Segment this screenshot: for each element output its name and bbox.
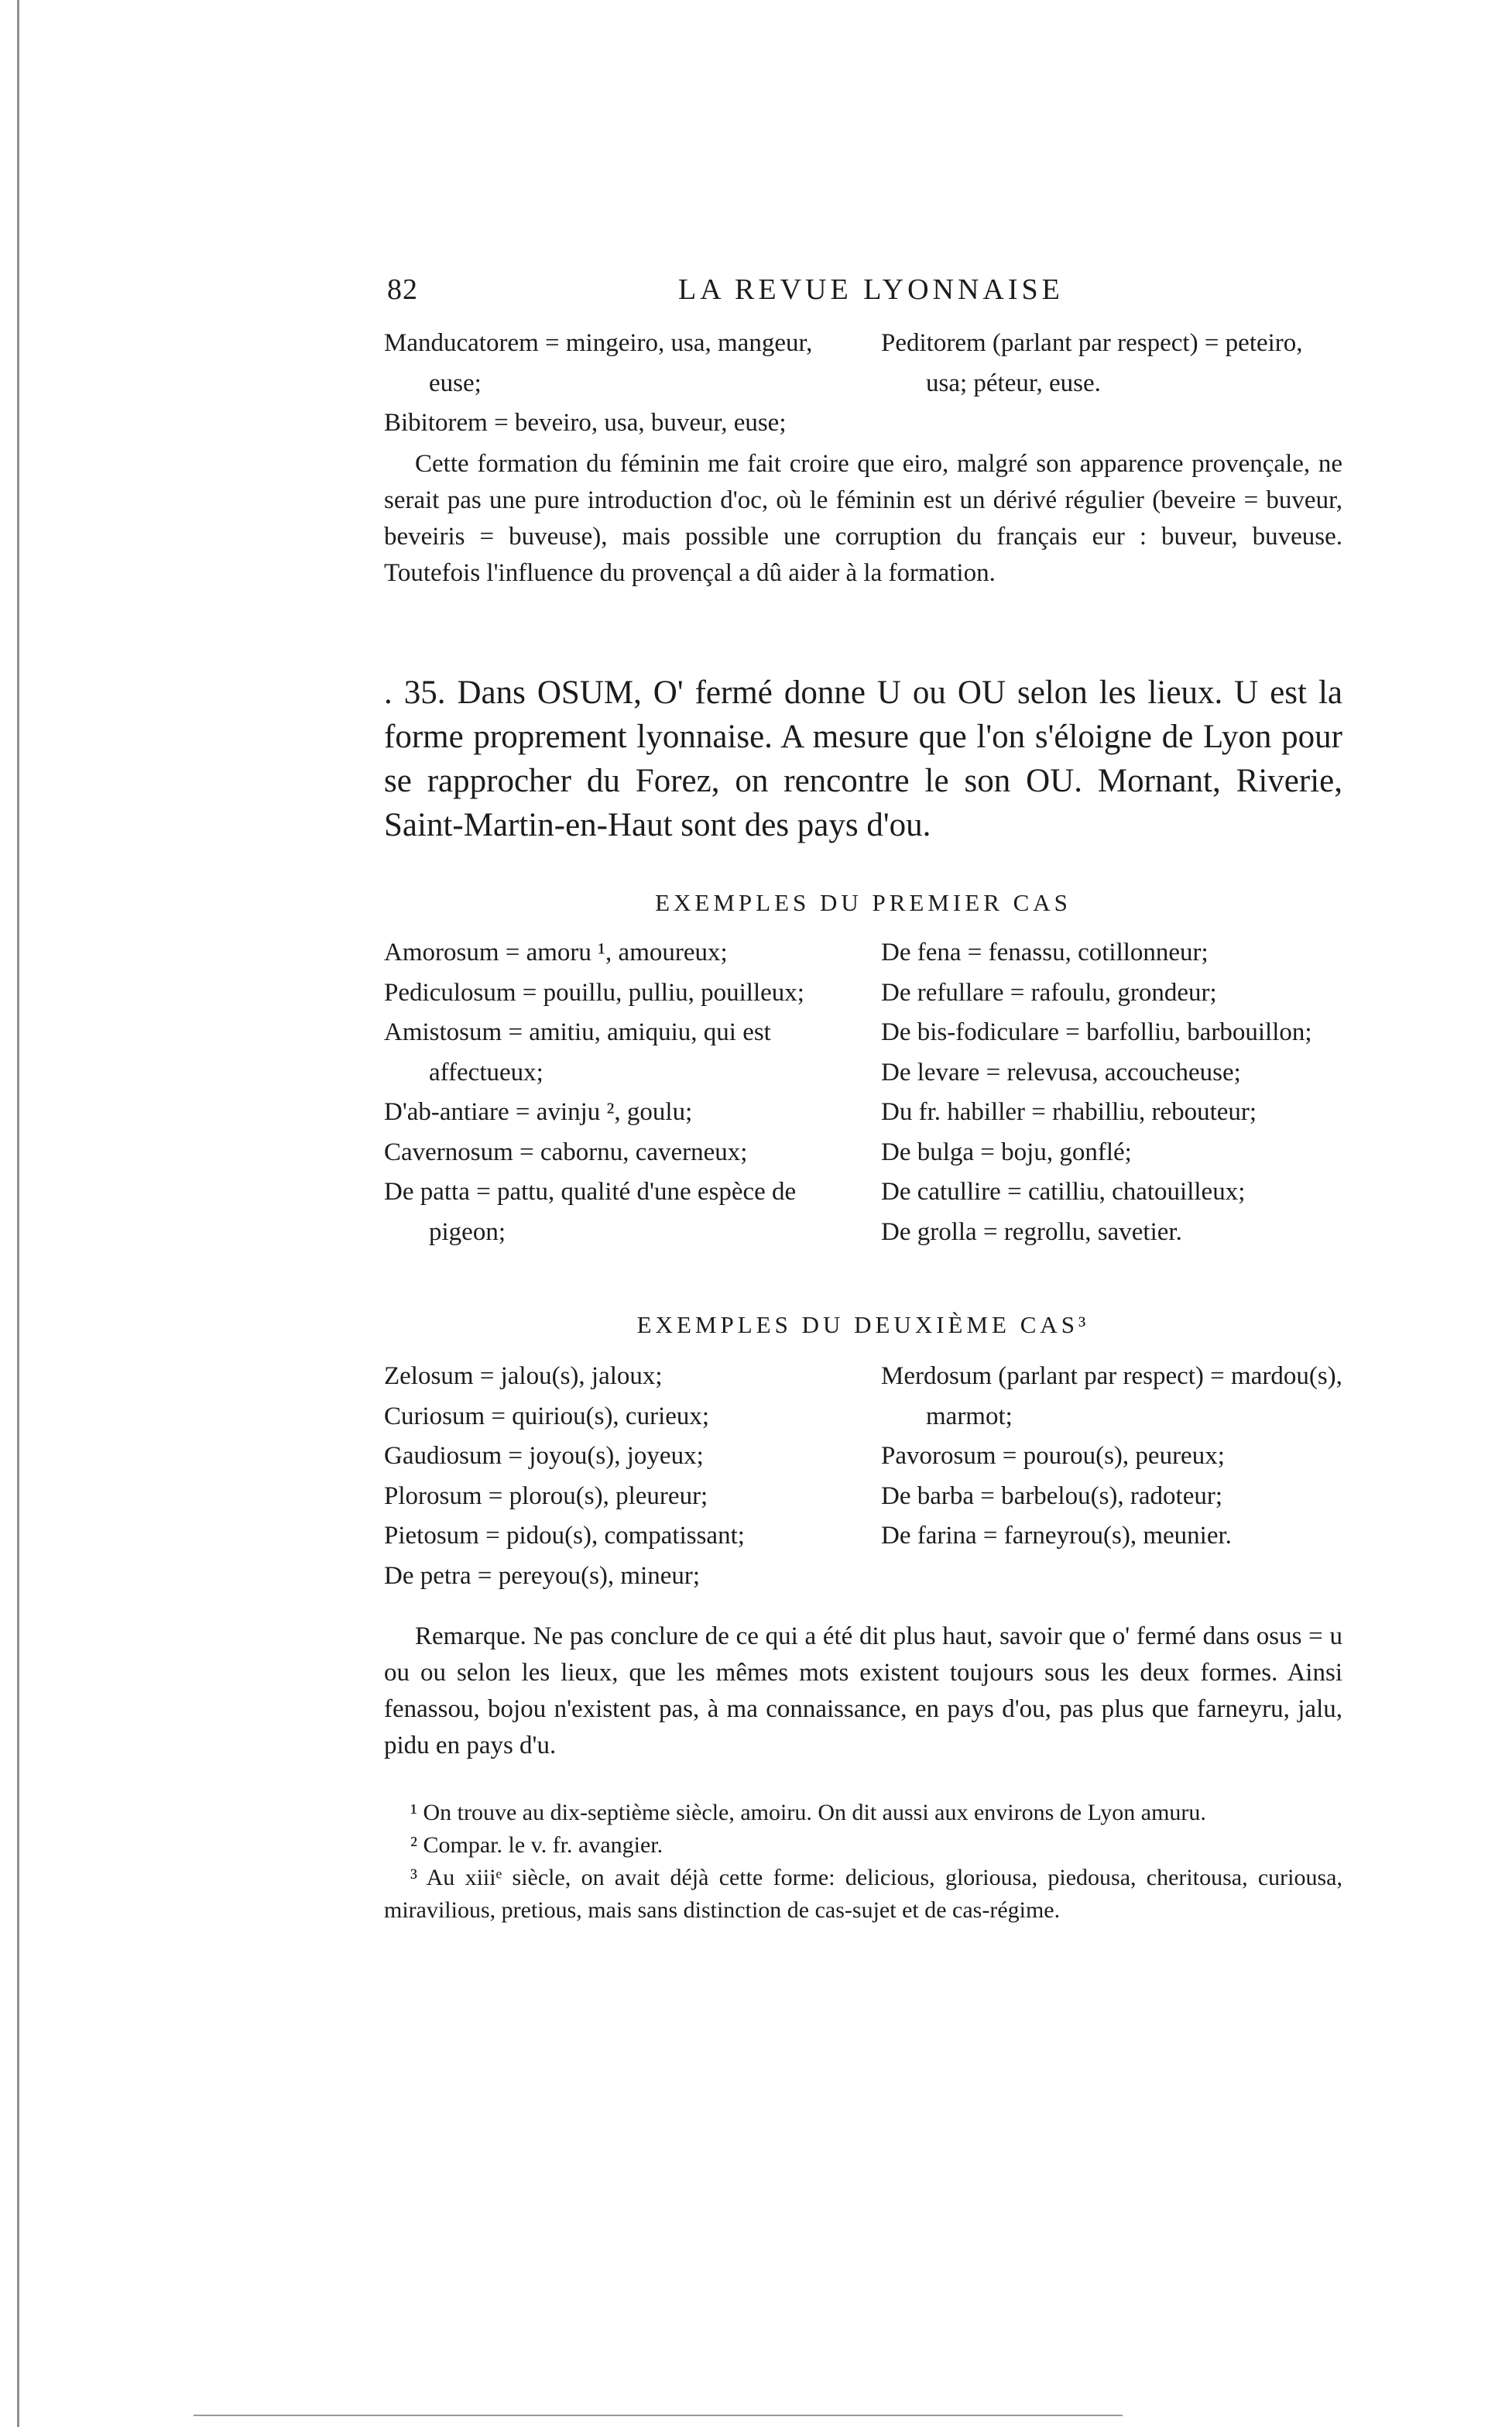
top-list-left-column (384, 324, 852, 444)
page-number: 82 (387, 273, 418, 306)
examples-first-right-column (881, 933, 1349, 1252)
list-entry: De petra = pereyou(s), mineur; (384, 1561, 701, 1590)
list-entry: De refullare = rafoulu, grondeur; (881, 978, 1217, 1007)
examples-first-list (384, 933, 1342, 1297)
remarque-paragraph (384, 1619, 1342, 1764)
examples-second-right-column (881, 1357, 1349, 1557)
paragraph-feminine-formation (384, 446, 1342, 592)
remarque-text: Remarque. Ne pas conclure de ce qui a été dit plus haut, savoir que o' fermé dans osus = u ou ou selon les lieux, que les mêmes mots existent toujours sous les deux formes. Ainsi fenassou, bojou n'existent pas, à ma connaissance, en pays d'ou, pas plus que farneyru, jalu, pidu en pays d'u. (384, 1622, 1342, 1759)
list-entry: Cavernosum = cabornu, caverneux; (384, 1138, 748, 1166)
list-entry: Amorosum = amoru ¹, amoureux; (384, 939, 728, 966)
bottom-rule (194, 2415, 1123, 2416)
page-edge-rule (17, 0, 19, 2427)
section-35-text: . 35. Dans OSUM, O' fermé donne U ou OU selon les lieux. U est la forme proprement lyonnaise. A mesure que l'on s'éloigne de Lyon pour se rapprocher du Forez, on rencontre le son OU. Mornant, Riverie, Saint-Martin-en-Haut sont des pays d'ou. (384, 675, 1342, 843)
list-entry: Plorosum = plorou(s), pleureur; (384, 1481, 708, 1510)
list-entry: Gaudiosum = joyou(s), joyeux; (384, 1442, 704, 1470)
footnote-3: ³ Au xiiiᵉ siècle, on avait déjà cette forme: delicious, gloriousa, piedousa, cheritousa, curiousa, miravilious, pretious, mais sans distinction de cas-sujet et de cas-régime. (384, 1865, 1342, 1923)
footnote-1: ¹ On trouve au dix-septième siècle, amoiru. On dit aussi aux environs de Lyon amuru. (410, 1800, 1206, 1825)
list-entry: Du fr. habiller = rhabilliu, rebouteur; (881, 1098, 1257, 1126)
list-entry: Curiosum = quiriou(s), curieux; (384, 1402, 710, 1430)
list-entry: De bulga = boju, gonflé; (881, 1138, 1132, 1166)
list-entry: Amistosum = amitiu, amiquiu, qui est affectueux; (384, 1018, 771, 1086)
list-entry: De patta = pattu, qualité d'une espèce de pigeon; (384, 1178, 797, 1246)
page-header (387, 273, 1363, 311)
list-entry: Bibitorem = beveiro, usa, buveur, euse; (384, 409, 787, 437)
list-entry: De bis-fodiculare = barfolliu, barbouillon; (881, 1018, 1312, 1046)
list-entry: De levare = relevusa, accoucheuse; (881, 1058, 1241, 1086)
list-entry: De barba = barbelou(s), radoteur; (881, 1481, 1223, 1510)
list-entry: De farina = farneyrou(s), meunier. (881, 1522, 1232, 1550)
list-entry: Zelosum = jalou(s), jaloux; (384, 1362, 663, 1390)
examples-second-heading: EXEMPLES DU DEUXIÈME CAS³ (636, 1311, 1090, 1338)
paragraph-text: Cette formation du féminin me fait croire que eiro, malgré son apparence provençale, ne serait pas une pure introduction d'oc, où le féminin est un dérivé régulier (beveire = buveur, beveiris = buveuse), mais possible une corruption du français eur : buveur, buveuse. Toutefois l'influence du provençal a dû aider à la formation. (384, 450, 1342, 587)
list-entry: Pietosum = pidou(s), compatissant; (384, 1522, 745, 1550)
footnote-2: ² Compar. le v. fr. avangier. (410, 1832, 663, 1858)
list-entry: Merdosum (parlant par respect) = mardou(s), marmot; (881, 1362, 1342, 1430)
examples-second-list (384, 1357, 1342, 1605)
examples-first-heading: EXEMPLES DU PREMIER CAS (655, 889, 1071, 916)
section-35 (384, 671, 1342, 847)
list-entry: Pediculosum = pouillu, pulliu, pouilleux; (384, 978, 804, 1007)
footnotes (384, 1797, 1342, 1927)
list-entry: Peditorem (parlant par respect) = peteiro, usa; péteur, euse. (881, 329, 1303, 397)
list-entry: De grolla = regrollu, savetier. (881, 1217, 1182, 1246)
list-entry: Pavorosum = pourou(s), peureux; (881, 1442, 1225, 1470)
top-word-list (384, 324, 1342, 440)
list-entry: De catullire = catilliu, chatouilleux; (881, 1178, 1246, 1206)
examples-second-left-column (384, 1357, 852, 1596)
running-title: LA REVUE LYONNAISE (678, 273, 1064, 306)
list-entry: D'ab-antiare = avinju ², goulu; (384, 1098, 693, 1126)
top-list-right-column (881, 324, 1349, 403)
examples-first-left-column (384, 933, 852, 1252)
list-entry: Manducatorem = mingeiro, usa, mangeur, euse; (384, 329, 813, 397)
list-entry: De fena = fenassu, cotillonneur; (881, 939, 1209, 966)
